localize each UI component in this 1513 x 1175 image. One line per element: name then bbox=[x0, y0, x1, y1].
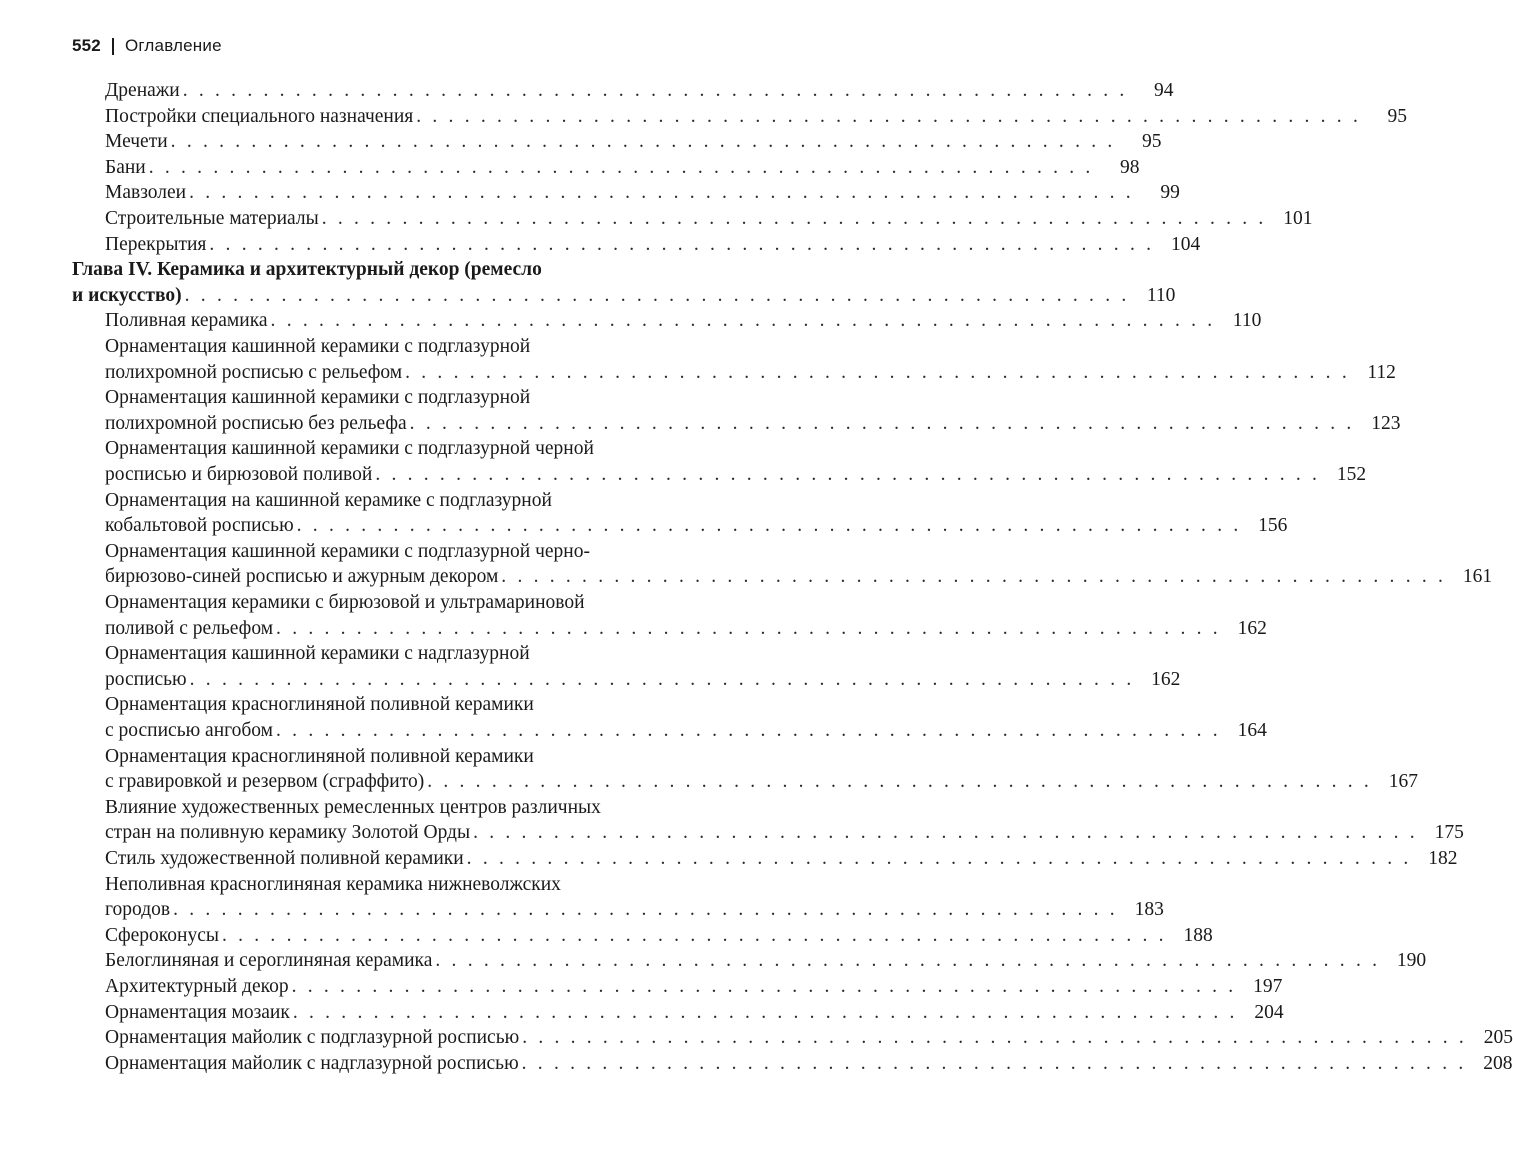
toc-entry-line bbox=[105, 232, 1201, 258]
toc-entry-line bbox=[105, 436, 730, 462]
toc-entry-line bbox=[105, 820, 1464, 846]
toc-chapter-line bbox=[72, 257, 730, 283]
toc-page-number: 162 bbox=[1151, 668, 1181, 690]
toc-page-number: 98 bbox=[1120, 156, 1140, 178]
toc-entry-line bbox=[105, 462, 1367, 488]
toc-entry-line bbox=[105, 974, 1283, 1000]
toc-entry-title: Белоглиняная и сероглиняная керамика bbox=[105, 950, 433, 972]
toc-page-number: 205 bbox=[1483, 1027, 1513, 1049]
dot-leader: . . . . . . . . . . . . . . . . . . . . . . . . . . . . . . . . . . . . . . . . . . . . . . . . . . . . . . . . . . . bbox=[405, 361, 1350, 383]
dot-leader: . . . . . . . . . . . . . . . . . . . . . . . . . . . . . . . . . . . . . . . . . . . . . . . . . . . . . . . . . . . bbox=[170, 131, 1116, 153]
dot-leader: . . . . . . . . . . . . . . . . . . . . . . . . . . . . . . . . . . . . . . . . . . . . . . . . . . . . . . . . . . . bbox=[209, 233, 1155, 255]
toc-entry-title: Орнаментация на кашинной керамике с подглазурной bbox=[105, 489, 552, 511]
toc-entry-line bbox=[105, 78, 1174, 104]
dot-leader: . . . . . . . . . . . . . . . . . . . . . . . . . . . . . . . . . . . . . . . . . . . . . . . . . . . . . . . . . . . bbox=[321, 208, 1267, 229]
dot-leader: . . . . . . . . . . . . . . . . . . . . . . . . . . . . . . . . . . . . . . . . . . . . . . . . . . . . . . . . . . . bbox=[270, 310, 1216, 332]
toc-entry-line bbox=[105, 539, 730, 565]
toc-page-number: 188 bbox=[1183, 924, 1213, 946]
toc-entry-title: Орнаментация красноглиняной поливной керамики bbox=[105, 745, 534, 767]
dot-leader: . . . . . . . . . . . . . . . . . . . . . . . . . . . . . . . . . . . . . . . . . . . . . . . . . . . . . . . . . . . bbox=[435, 950, 1381, 972]
dot-leader: . . . . . . . . . . . . . . . . . . . . . . . . . . . . . . . . . . . . . . . . . . . . . . . . . . . . . . . . . . . bbox=[501, 566, 1447, 588]
toc-entry-title: Бани bbox=[105, 156, 146, 178]
toc-entry-title: Орнаментация кашинной керамики с подглазурной черной bbox=[105, 438, 594, 460]
dot-leader: . . . . . . . . . . . . . . . . . . . . . . . . . . . . . . . . . . . . . . . . . . . . . . . . . . . . . . . . . . . bbox=[416, 105, 1362, 127]
toc-entry-line bbox=[105, 616, 1267, 642]
toc-entry-line bbox=[105, 1051, 1513, 1077]
toc-page-number: 197 bbox=[1253, 976, 1283, 997]
toc-entry-title: стран на поливную керамику Золотой Орды bbox=[105, 822, 471, 844]
toc-entry-line bbox=[105, 897, 1164, 923]
dot-leader: . . . . . . . . . . . . . . . . . . . . . . . . . . . . . . . . . . . . . . . . . . . . . . . . . . . . . . . . . . . bbox=[522, 1027, 1467, 1049]
toc-entry-title: Неполивная красноглиняная керамика нижневолжских bbox=[105, 873, 561, 895]
dot-leader: . . . . . . . . . . . . . . . . . . . . . . . . . . . . . . . . . . . . . . . . . . . . . . . . . . . . . . . . . . . bbox=[296, 515, 1242, 537]
toc-page-number: 104 bbox=[1170, 233, 1201, 255]
toc-entry-title: полихромной росписью без рельефа bbox=[105, 412, 407, 434]
toc-entry-title: полихромной росписью с рельефом bbox=[105, 361, 403, 383]
toc-entry-line bbox=[105, 1025, 1513, 1051]
dot-leader: . . . . . . . . . . . . . . . . . . . . . . . . . . . . . . . . . . . . . . . . . . . . . . . . . . . . . . . . . . . bbox=[521, 1052, 1467, 1074]
dot-leader: . . . . . . . . . . . . . . . . . . . . . . . . . . . . . . . . . . . . . . . . . . . . . . . . . . . . . . . . . . . bbox=[276, 720, 1221, 741]
dot-leader: . . . . . . . . . . . . . . . . . . . . . . . . . . . . . . . . . . . . . . . . . . . . . . . . . . . . . . . . . . . bbox=[148, 156, 1094, 178]
toc-entry-line bbox=[105, 923, 1213, 949]
toc-entry-line bbox=[105, 744, 730, 770]
toc-entry-line bbox=[105, 641, 730, 667]
toc-entry-title: с росписью ангобом bbox=[105, 720, 274, 741]
toc-entry-title: Орнаментация кашинной керамики с подглазурной bbox=[105, 387, 531, 409]
toc-page-number: 190 bbox=[1396, 950, 1427, 972]
toc-entry-line bbox=[105, 692, 730, 718]
toc-entry-title: Орнаментация кашинной керамики с надглазурной bbox=[105, 643, 530, 665]
toc-entry-title: Дренажи bbox=[105, 80, 180, 101]
dot-leader: . . . . . . . . . . . . . . . . . . . . . . . . . . . . . . . . . . . . . . . . . . . . . . . . . . . . . . . . . . . bbox=[375, 464, 1321, 485]
toc-entry-line bbox=[105, 206, 1313, 232]
toc-entry-line bbox=[105, 385, 730, 411]
toc-page-number: 123 bbox=[1371, 412, 1401, 434]
toc-entry-line bbox=[105, 104, 1408, 130]
toc-page-number: 156 bbox=[1258, 515, 1288, 537]
toc-entry-line bbox=[105, 180, 1180, 206]
toc-entry-line bbox=[105, 872, 730, 898]
toc-entry-line bbox=[105, 667, 1181, 693]
toc-entry-line bbox=[105, 360, 1396, 386]
toc-entry-title: Стиль художественной поливной керамики bbox=[105, 848, 464, 869]
toc-entry-title: Архитектурный декор bbox=[105, 976, 289, 997]
toc-page-number: 161 bbox=[1462, 566, 1493, 588]
toc-entry-title: росписью bbox=[105, 668, 187, 690]
toc-entry-line bbox=[105, 411, 1401, 437]
toc-entry-line bbox=[105, 795, 730, 821]
toc-entry-title: Поливная керамика bbox=[105, 310, 268, 332]
toc-entry-line bbox=[105, 513, 1288, 539]
dot-leader: . . . . . . . . . . . . . . . . . . . . . . . . . . . . . . . . . . . . . . . . . . . . . . . . . . . . . . . . . . . bbox=[409, 412, 1355, 434]
dot-leader: . . . . . . . . . . . . . . . . . . . . . . . . . . . . . . . . . . . . . . . . . . . . . . . . . . . . . . . . . . . bbox=[182, 80, 1128, 101]
toc-page-number: 162 bbox=[1237, 617, 1267, 639]
toc-entry-title: Орнаментация красноглиняной поливной керамики bbox=[105, 694, 534, 716]
toc-page-number: 175 bbox=[1434, 822, 1464, 844]
toc-entry-line bbox=[105, 1000, 1284, 1026]
header-divider bbox=[112, 38, 114, 55]
toc-entry-title: бирюзово-синей росписью и ажурным декором bbox=[105, 566, 499, 588]
toc-entry-title: Перекрытия bbox=[105, 233, 207, 255]
toc-entry-title: Орнаментация кашинной керамики с подглазурной черно- bbox=[105, 540, 590, 562]
toc-page-number: 183 bbox=[1134, 899, 1164, 921]
running-header bbox=[72, 33, 222, 59]
toc-entry-title: Орнаментация майолик с надглазурной росписью bbox=[105, 1052, 519, 1074]
toc-page-number: 99 bbox=[1160, 182, 1180, 204]
dot-leader: . . . . . . . . . . . . . . . . . . . . . . . . . . . . . . . . . . . . . . . . . . . . . . . . . . . . . . . . . . . bbox=[173, 899, 1118, 921]
dot-leader: . . . . . . . . . . . . . . . . . . . . . . . . . . . . . . . . . . . . . . . . . . . . . . . . . . . . . . . . . . . bbox=[466, 848, 1412, 869]
toc-entry-line bbox=[105, 155, 1140, 181]
toc-entry-title: Глава IV. Керамика и архитектурный декор (ремесло bbox=[72, 259, 542, 281]
toc-page-number: 95 bbox=[1141, 131, 1162, 153]
toc-entry-line bbox=[105, 769, 1418, 795]
toc-entry-title: Мавзолеи bbox=[105, 182, 187, 204]
dot-leader: . . . . . . . . . . . . . . . . . . . . . . . . . . . . . . . . . . . . . . . . . . . . . . . . . . . . . . . . . . . bbox=[221, 924, 1167, 946]
toc-entry-title: кобальтовой росписью bbox=[105, 515, 294, 537]
toc-entry-line bbox=[105, 488, 730, 514]
toc-page-number: 101 bbox=[1283, 208, 1313, 229]
toc-entry-title: Сфероконусы bbox=[105, 924, 219, 946]
toc-entry-title: Влияние художественных ремесленных центров различных bbox=[105, 796, 601, 818]
toc-page-number: 110 bbox=[1232, 310, 1262, 332]
toc-entry-line bbox=[105, 590, 730, 616]
toc-entry-line bbox=[105, 948, 1427, 974]
toc-chapter-line bbox=[72, 283, 1176, 309]
toc-entry-title: Мечети bbox=[105, 131, 168, 153]
dot-leader: . . . . . . . . . . . . . . . . . . . . . . . . . . . . . . . . . . . . . . . . . . . . . . . . . . . . . . . . . . . bbox=[189, 668, 1135, 690]
toc-page-number: 182 bbox=[1428, 848, 1458, 869]
toc-page-number: 204 bbox=[1254, 1001, 1284, 1023]
toc-entry-line bbox=[105, 718, 1267, 744]
section-title: Оглавление bbox=[124, 36, 222, 55]
toc-page-number: 164 bbox=[1237, 720, 1267, 741]
dot-leader: . . . . . . . . . . . . . . . . . . . . . . . . . . . . . . . . . . . . . . . . . . . . . . . . . . . . . . . . . . . bbox=[292, 1001, 1238, 1023]
toc-entry-title: городов bbox=[105, 899, 171, 921]
toc-entry-title: Орнаментация мозаик bbox=[105, 1001, 290, 1023]
page-number: 552 bbox=[72, 36, 101, 55]
toc-entry-title: росписью и бирюзовой поливой bbox=[105, 464, 373, 485]
toc-entry-title: поливой с рельефом bbox=[105, 617, 274, 639]
dot-leader: . . . . . . . . . . . . . . . . . . . . . . . . . . . . . . . . . . . . . . . . . . . . . . . . . . . . . . . . . . . bbox=[184, 284, 1130, 306]
dot-leader: . . . . . . . . . . . . . . . . . . . . . . . . . . . . . . . . . . . . . . . . . . . . . . . . . . . . . . . . . . . bbox=[276, 617, 1221, 639]
toc-page-number: 112 bbox=[1367, 361, 1396, 383]
toc-entry-line bbox=[105, 129, 1162, 155]
toc-entry-title: Орнаментация керамики с бирюзовой и ультрамариновой bbox=[105, 592, 585, 613]
toc-page-number: 95 bbox=[1387, 105, 1408, 127]
toc-entry-line bbox=[105, 846, 1458, 872]
dot-leader: . . . . . . . . . . . . . . . . . . . . . . . . . . . . . . . . . . . . . . . . . . . . . . . . . . . . . . . . . . . bbox=[427, 771, 1372, 793]
toc-page-number: 167 bbox=[1388, 771, 1418, 793]
dot-leader: . . . . . . . . . . . . . . . . . . . . . . . . . . . . . . . . . . . . . . . . . . . . . . . . . . . . . . . . . . . bbox=[473, 822, 1418, 844]
toc-entry-title: Орнаментация кашинной керамики с подглазурной bbox=[105, 336, 531, 357]
toc-page-number: 208 bbox=[1483, 1052, 1513, 1074]
dot-leader: . . . . . . . . . . . . . . . . . . . . . . . . . . . . . . . . . . . . . . . . . . . . . . . . . . . . . . . . . . . bbox=[291, 976, 1237, 997]
toc-entry-title: Постройки специального назначения bbox=[105, 105, 414, 127]
toc-page-number: 94 bbox=[1154, 80, 1174, 101]
toc-entry-title: с гравировкой и резервом (сграффито) bbox=[105, 771, 425, 793]
toc-entry-title: Строительные материалы bbox=[105, 208, 319, 229]
toc-page-number: 110 bbox=[1146, 284, 1176, 306]
dot-leader: . . . . . . . . . . . . . . . . . . . . . . . . . . . . . . . . . . . . . . . . . . . . . . . . . . . . . . . . . . . bbox=[189, 182, 1134, 204]
toc-entry-line bbox=[105, 334, 730, 360]
toc-page-number: 152 bbox=[1336, 464, 1367, 485]
toc-entry-line bbox=[105, 308, 1262, 334]
toc-entry-line bbox=[105, 564, 1493, 590]
toc-entry-title: Орнаментация майолик с подглазурной росписью bbox=[105, 1027, 520, 1049]
toc-entry-title: и искусство) bbox=[72, 284, 182, 306]
